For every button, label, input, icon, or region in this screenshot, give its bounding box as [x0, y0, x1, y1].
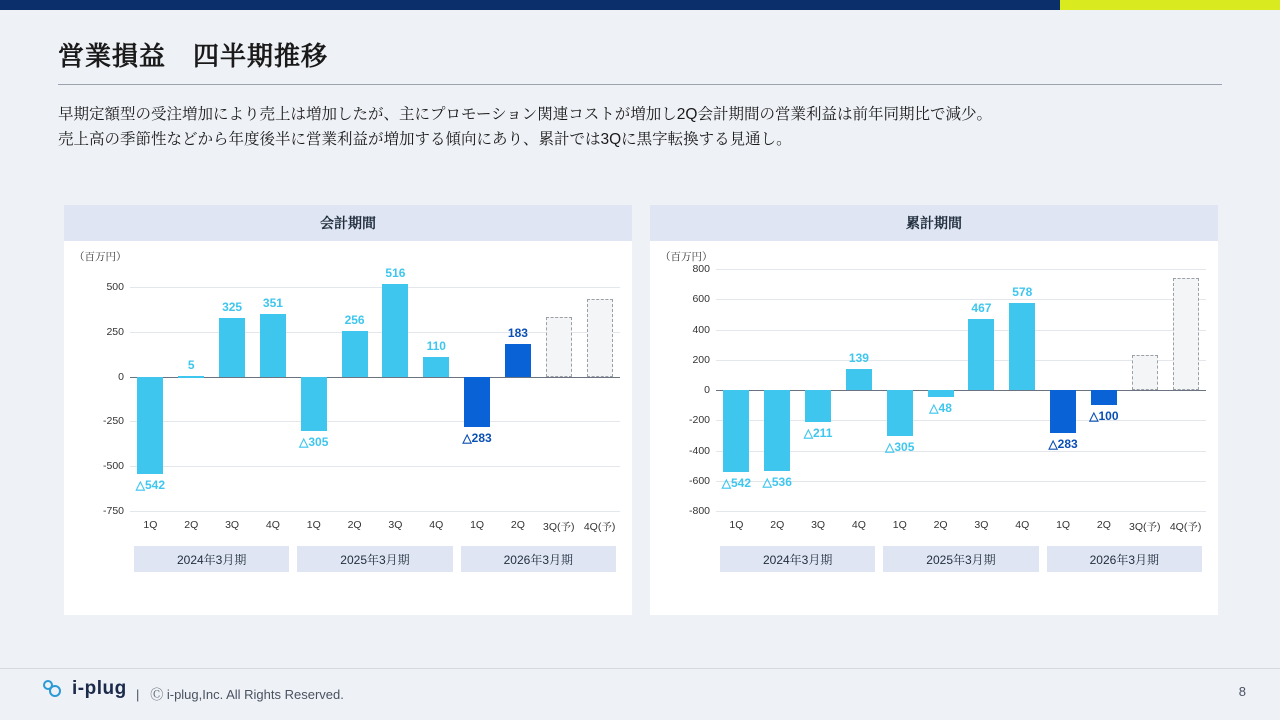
bar — [723, 390, 749, 472]
x-axis-tick: 1Q — [1056, 519, 1071, 531]
page-number: 8 — [1238, 684, 1246, 699]
brand-logo — [42, 678, 127, 700]
bar — [1050, 390, 1076, 433]
panel-heading-cumulative: 累計期間 — [650, 205, 1218, 241]
x-axis-tick: 2Q — [770, 519, 785, 531]
bar-value-label: △542 — [721, 475, 752, 490]
x-axis-tick: 2Q — [347, 519, 362, 531]
bar — [382, 284, 408, 376]
x-axis-tick: 4Q — [851, 519, 866, 531]
bar — [178, 376, 204, 378]
x-axis-tick: 1Q — [892, 519, 907, 531]
x-axis-tick: 3Q(予) — [543, 521, 575, 533]
x-axis-tick: 3Q — [225, 519, 240, 531]
x-axis-tick: 3Q(予) — [1129, 521, 1161, 533]
fiscal-year-band: 2026年3月期 — [1047, 546, 1202, 572]
lead-line-2: 売上高の季節性などから年度後半に営業利益が増加する傾向にあり、累計では3Qに黒字転換する見通し。 — [58, 130, 792, 148]
fiscal-year-band: 2024年3月期 — [720, 546, 875, 572]
bar-value-label: 139 — [848, 350, 869, 365]
y-axis-tick: 800 — [692, 263, 710, 275]
x-axis-tick: 4Q — [429, 519, 444, 531]
logo-text: i-plug — [72, 678, 127, 699]
bar-value-label: △536 — [762, 475, 792, 490]
gridline — [130, 421, 620, 422]
bar-value-label: △305 — [885, 440, 915, 455]
bar — [219, 318, 245, 376]
y-axis-tick: -200 — [688, 414, 710, 427]
y-axis-tick: 250 — [106, 325, 124, 338]
bar-value-label: △542 — [135, 477, 166, 492]
page-title: 営業損益 四半期推移 — [58, 41, 329, 71]
gridline — [130, 511, 620, 512]
bar-value-label: △283 — [1048, 436, 1078, 451]
fiscal-year-band: 2026年3月期 — [461, 546, 616, 572]
x-axis-tick: 4Q — [265, 519, 280, 531]
x-axis-tick: 1Q — [729, 519, 744, 531]
bar-value-label: 325 — [222, 300, 243, 315]
bar-value-label: 578 — [1012, 284, 1033, 299]
bar-value-label: △211 — [803, 425, 833, 440]
panel-heading-quarterly: 会計期間 — [64, 205, 632, 241]
x-axis-tick: 1Q — [143, 519, 158, 531]
y-axis-tick: -500 — [102, 460, 124, 473]
bar — [464, 377, 490, 428]
bar-value-label: △48 — [929, 401, 952, 416]
x-axis-tick: 3Q — [388, 519, 403, 531]
chart-area-quarterly — [64, 241, 632, 615]
x-axis-tick: 3Q — [811, 519, 826, 531]
bar-value-label: 256 — [344, 312, 365, 327]
chart-area-cumulative — [650, 241, 1218, 615]
y-axis-tick: 400 — [692, 323, 710, 336]
bar — [805, 390, 831, 422]
copyright-text — [136, 684, 344, 703]
copyright-separator: | — [136, 687, 140, 702]
forecast-bar-placeholder — [1173, 278, 1199, 390]
title-divider — [58, 84, 1222, 85]
x-axis-tick: 2Q — [1096, 519, 1111, 531]
plot-cumulative — [650, 241, 1218, 615]
bar — [1009, 303, 1035, 390]
unit-label-quarterly: （百万円） — [74, 251, 127, 263]
bar — [260, 314, 286, 377]
gridline — [716, 269, 1206, 270]
y-axis-tick: -250 — [102, 415, 124, 428]
y-axis-tick: 200 — [692, 353, 710, 366]
x-axis-tick: 2Q — [510, 519, 525, 531]
x-axis-tick: 4Q(予) — [1169, 521, 1202, 533]
copyright-label: Ⓒ i-plug,Inc. All Rights Reserved. — [150, 687, 344, 702]
bar-value-label: 183 — [507, 325, 528, 340]
y-axis-tick: 0 — [118, 370, 124, 383]
bar — [423, 357, 449, 377]
bar-value-label: △100 — [1089, 409, 1119, 424]
footer-divider — [0, 668, 1280, 669]
x-axis-tick: 3Q — [974, 519, 989, 531]
lead-line-1: 早期定額型の受注増加により売上は増加したが、主にプロモーション関連コストが増加し2Q会計期間の営業利益は前年同期比で減少。 — [58, 106, 992, 123]
gridline — [130, 466, 620, 467]
x-axis-tick: 2Q — [933, 519, 948, 531]
bar — [505, 344, 531, 377]
bar-value-label: 5 — [187, 357, 195, 372]
bar-value-label: △305 — [299, 435, 329, 450]
bar — [1091, 390, 1117, 405]
bar-value-label: 110 — [426, 338, 446, 353]
plot-quarterly — [64, 241, 632, 615]
x-axis-tick: 4Q — [1015, 519, 1030, 531]
bar — [928, 390, 954, 397]
y-axis-tick: -750 — [102, 505, 124, 517]
lead-text — [58, 103, 1228, 153]
gridline — [716, 511, 1206, 512]
bar-value-label: 467 — [971, 301, 992, 316]
bar — [301, 377, 327, 432]
x-axis-tick: 1Q — [306, 519, 321, 531]
bar — [968, 319, 994, 390]
panel-cumulative — [650, 205, 1218, 615]
forecast-bar-placeholder — [546, 317, 572, 376]
gridline — [130, 287, 620, 288]
bar — [137, 377, 163, 474]
fiscal-year-band: 2025年3月期 — [883, 546, 1038, 572]
bar — [887, 390, 913, 436]
fiscal-year-band: 2025年3月期 — [297, 546, 452, 572]
x-axis-tick: 1Q — [470, 519, 485, 531]
unit-label-cumulative: （百万円） — [660, 251, 713, 263]
gridline — [716, 330, 1206, 331]
forecast-bar-placeholder — [587, 299, 613, 376]
bar — [764, 390, 790, 471]
y-axis-tick: 0 — [704, 384, 710, 396]
y-axis-tick: 600 — [692, 293, 710, 306]
iplug-mark-icon — [42, 678, 64, 700]
y-axis-tick: -600 — [688, 474, 710, 487]
bar-value-label: 516 — [385, 266, 406, 281]
x-axis-tick: 4Q(予) — [583, 521, 616, 533]
bar-value-label: 351 — [262, 295, 283, 310]
fiscal-year-band: 2024年3月期 — [134, 546, 289, 572]
y-axis-tick: -400 — [688, 444, 710, 457]
gridline — [716, 299, 1206, 300]
x-axis-tick: 2Q — [184, 519, 199, 531]
y-axis-tick: 500 — [106, 280, 124, 293]
bar — [342, 331, 368, 377]
panel-quarterly — [64, 205, 632, 615]
forecast-bar-placeholder — [1132, 355, 1158, 390]
bar-value-label: △283 — [462, 431, 492, 446]
y-axis-tick: -800 — [688, 505, 710, 517]
bar — [846, 369, 872, 390]
